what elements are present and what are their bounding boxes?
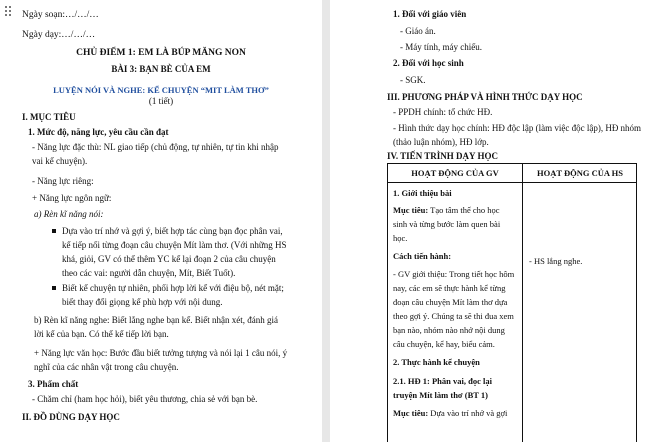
bullet-text-cont: biết thay đổi giọng kể phù hợp với nội dung. (62, 297, 223, 307)
list-item: - SGK. (400, 75, 426, 85)
list-item: - Máy tính, máy chiếu. (400, 42, 482, 52)
table-cell-th-title: 2. Thực hành kể chuyện (393, 357, 480, 367)
document-page-right (330, 0, 650, 442)
subsection-muc-do: 1. Mức độ, năng lực, yêu cầu cần đạt (28, 127, 169, 137)
bullet-item (52, 283, 284, 294)
paragraph-ppdh: - PPDH chính: tổ chức HĐ. (393, 107, 493, 117)
bullet-text-cont: khá, giỏi, GV có thể thêm YC kể lại đoạn 2 của câu chuyện (62, 254, 276, 264)
table-header-hs: HOẠT ĐỘNG CỦA HS (536, 168, 624, 178)
paragraph-nl-van-hoc-cont: nghĩ của các nhân vật trong câu chuyện. (34, 362, 179, 372)
paragraph-nl-rieng: - Năng lực riêng: (32, 176, 94, 186)
muc-tieu-label: Mục tiêu: (393, 408, 429, 418)
table-cell-text: câu chuyện, kể hay, biểu cảm. (393, 339, 495, 349)
section-do-dung: II. ĐỒ DÙNG DẠY HỌC (22, 412, 120, 422)
table-cell-hd1-cont: truyện Mít làm thơ (BT 1) (393, 390, 488, 400)
paragraph-httc: - Hình thức dạy học chính: HĐ độc lập (làm việc độc lập), HĐ nhóm (393, 123, 642, 133)
paragraph-pham-chat: - Chăm chỉ (ham học hỏi), biết yêu thương, chia sẻ với bạn bè. (32, 394, 258, 404)
ngay-day: Ngày dạy:…/…/… (22, 30, 96, 40)
period-count: (1 tiết) (148, 96, 174, 106)
table-cell-text: theo gợi ý. Chúng ta sẽ thi đua xem (393, 311, 514, 321)
table-cell-hd1: 2.1. HĐ 1: Phân vai, đọc lại (393, 376, 492, 386)
table-header-gv: HOẠT ĐỘNG CỦA GV (411, 168, 499, 178)
table-cell-text: đoạn câu chuyện Mít làm thơ dựa (393, 297, 508, 307)
bullet-icon (52, 229, 56, 233)
paragraph-httc-cont: (thảo luận nhóm), HĐ lớp. (393, 137, 489, 147)
lesson-title: BÀI 3: BẠN BÈ CỦA EM (111, 64, 211, 74)
table-cell-text: - GV giới thiệu: Trong tiết học hôm (393, 269, 515, 279)
table-cell-muc-tieu-2 (393, 408, 507, 418)
subsection-giao-vien: 1. Đối với giáo viên (393, 9, 467, 19)
subsection-pham-chat: 3. Phẩm chất (28, 379, 79, 389)
table-cell-text: nay, các em sẽ thực hành kể từng (393, 283, 506, 293)
table-cell-text: sinh và từng bước làm quen bài (393, 219, 501, 229)
list-item: - Giáo án. (400, 26, 436, 36)
activity-table (387, 163, 637, 442)
bullet-text: Dựa vào trí nhớ và gợi ý, biết hợp tác cùng bạn đọc phân vai, (62, 226, 283, 236)
paragraph-ren-noi: a) Rèn kĩ năng nói: (34, 209, 104, 219)
muc-tieu-text: Tạo tâm thế cho học (430, 205, 500, 215)
table-cell-cach-tien-hanh: Cách tiến hành: (393, 251, 452, 261)
bullet-text: Biết kể chuyện tự nhiên, phối hợp lời kể với điệu bộ, nét mặt; (62, 283, 284, 293)
drag-handle-icon[interactable] (5, 6, 11, 15)
chu-diem-heading: CHỦ ĐIỂM 1: EM LÀ BÚP MĂNG NON (76, 48, 246, 58)
paragraph-nl-dac-thu: - Năng lực đặc thù: NL giao tiếp (chủ động, tự nhiên, tự tin khi nhập (32, 142, 279, 152)
section-tien-trinh: IV. TIẾN TRÌNH DẠY HỌC (387, 151, 498, 161)
subsection-hoc-sinh: 2. Đối với học sinh (393, 58, 464, 68)
bullet-item (52, 226, 283, 237)
table-cell-hs-response: - HS lắng nghe. (529, 256, 583, 266)
period-title: LUYỆN NÓI VÀ NGHE: KỂ CHUYỆN “MIT LÀM THƠ” (53, 85, 269, 95)
document-page-left (0, 0, 322, 442)
paragraph-nl-dac-thu-cont: vai kể chuyện). (32, 156, 88, 166)
bullet-text-cont: theo các vai: người dẫn chuyện, Mít, Biết Tuốt). (62, 268, 236, 278)
section-muc-tieu: I. MỤC TIÊU (22, 112, 76, 122)
table-cell-gt-title: 1. Giới thiệu bài (393, 188, 452, 198)
table-cell-muc-tieu (393, 205, 500, 215)
table-cell-text: học. (393, 233, 408, 243)
bullet-text-cont: kể tiếp nối từng đoạn câu chuyện Mít làm thơ. (Với những HS (62, 240, 287, 250)
paragraph-ren-nghe-cont: lời kể của bạn. Có thể kể tiếp lời bạn. (34, 329, 169, 339)
table-cell-text: bạn nào, nhóm nào nhớ nội dung (393, 325, 505, 335)
paragraph-nl-ngon-ngu: + Năng lực ngôn ngữ: (32, 193, 112, 203)
section-phuong-phap: III. PHƯƠNG PHÁP VÀ HÌNH THỨC DẠY HỌC (387, 92, 583, 102)
paragraph-nl-van-hoc: + Năng lực văn học: Bước đầu biết tưởng tượng và nói lại 1 câu nói, ý (34, 348, 288, 358)
paragraph-ren-nghe: b) Rèn kĩ năng nghe: Biết lắng nghe bạn kể. Biết nhận xét, đánh giá (34, 315, 278, 325)
table-column-divider (522, 164, 523, 442)
muc-tieu-label: Mục tiêu: (393, 205, 429, 215)
ngay-soan: Ngày soạn:…/…/… (22, 10, 99, 20)
bullet-icon (52, 286, 56, 290)
muc-tieu-text: Dựa vào trí nhớ và gợi (430, 408, 508, 418)
